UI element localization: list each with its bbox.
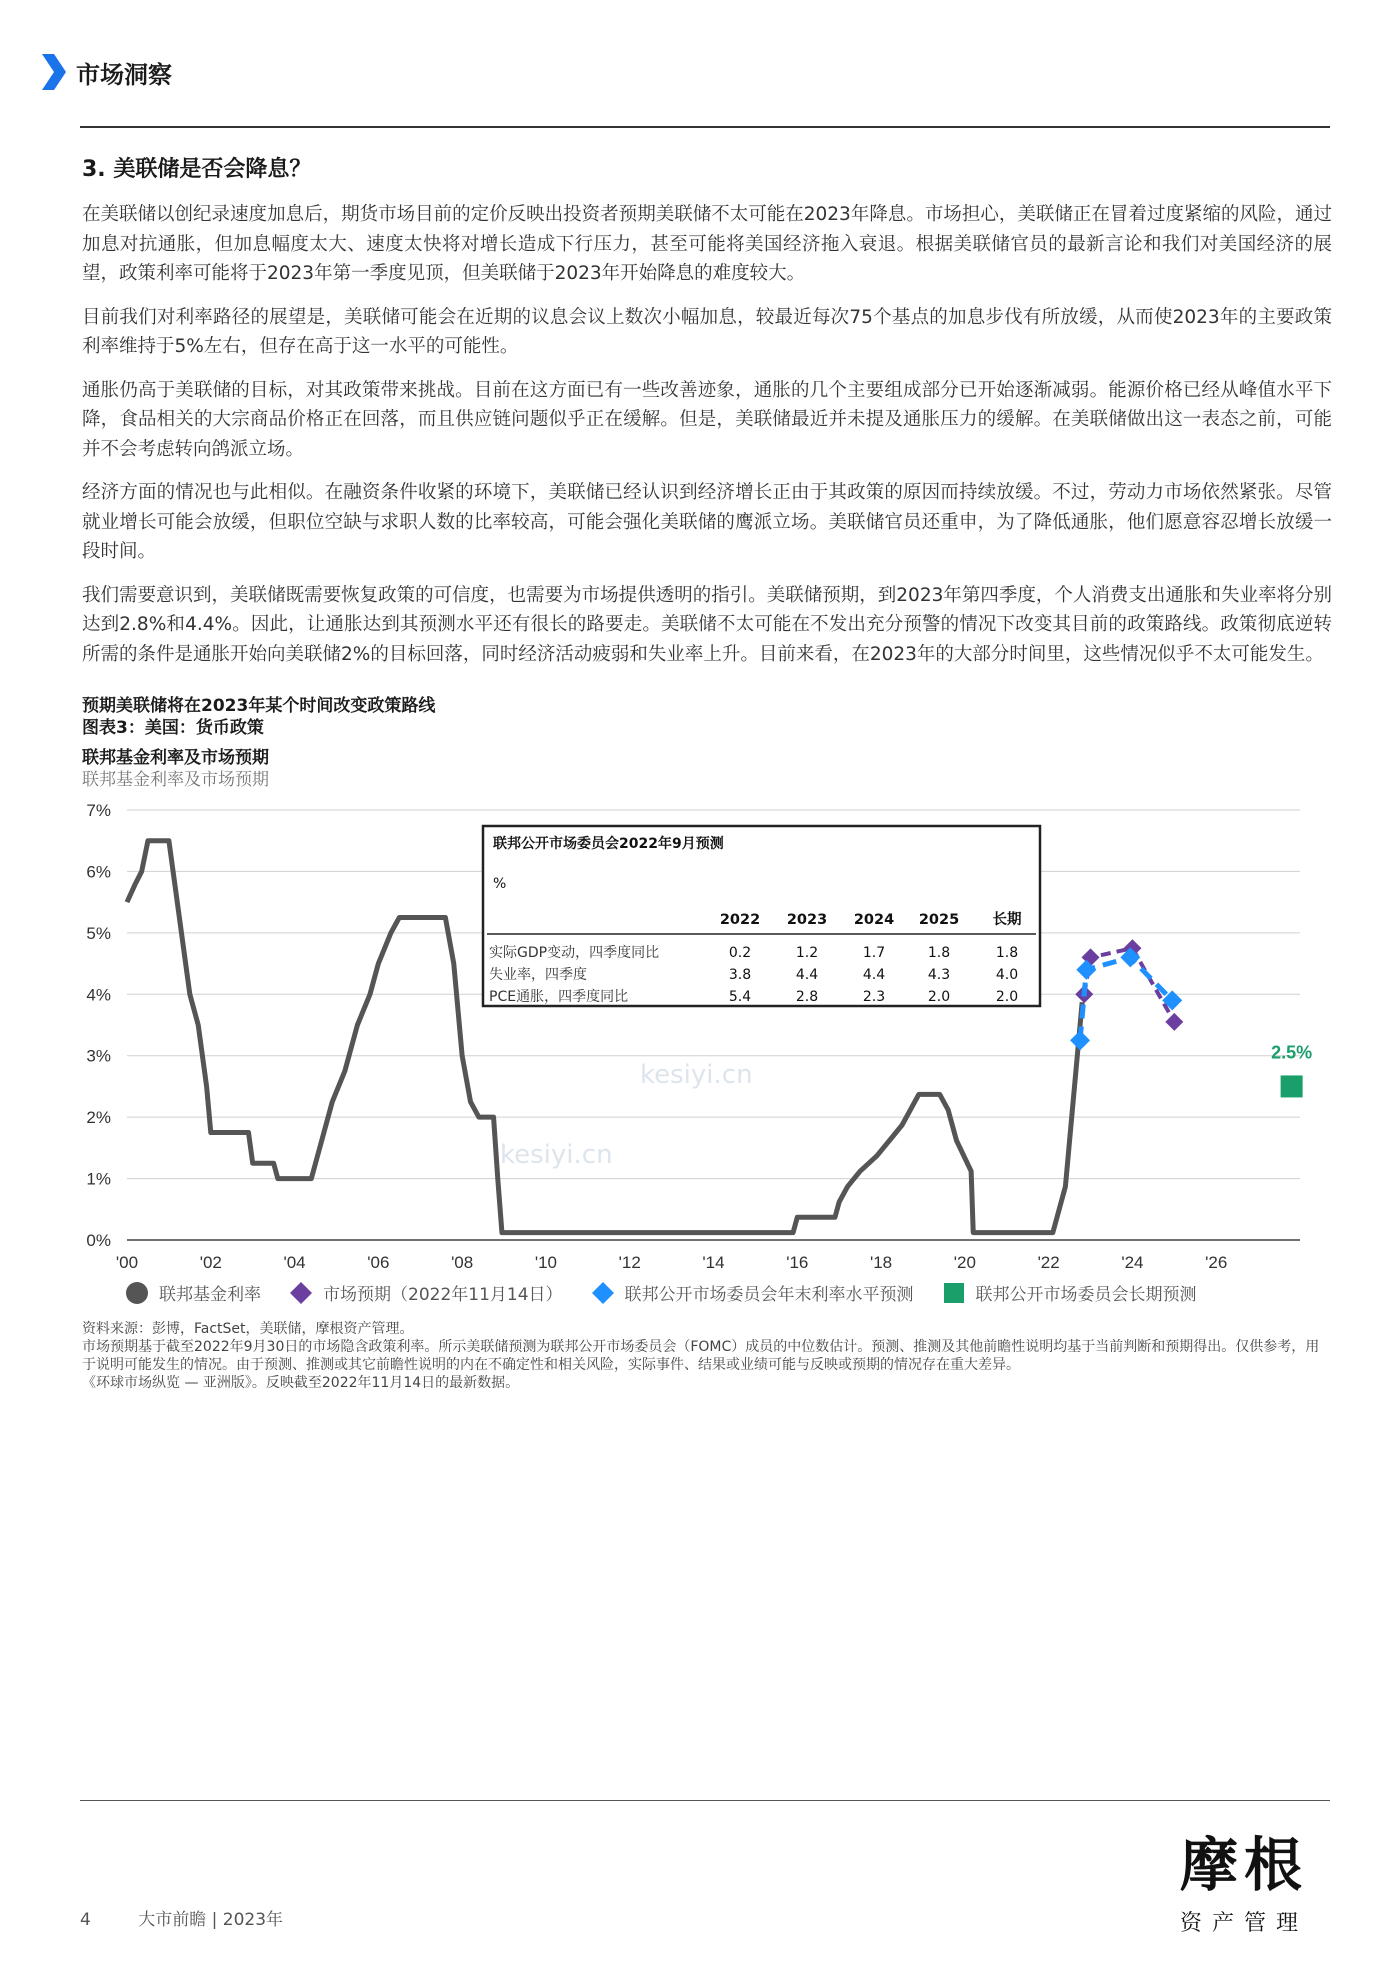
fomc-long-run-point <box>1281 1075 1303 1097</box>
inset-table-cell: 5.4 <box>728 989 752 1005</box>
x-tick-label: '10 <box>534 1253 558 1272</box>
inset-table-unit: % <box>493 876 507 892</box>
legend-item-fomc-year-end <box>591 1280 914 1305</box>
inset-table-cell: 2.8 <box>795 989 819 1005</box>
chart-subtitle-grey: 联邦基金利率及市场预期 <box>82 770 269 790</box>
inset-table-row-label: 失业率，四季度 <box>489 967 587 983</box>
inset-table-col-header: 2024 <box>853 912 895 928</box>
legend-label: 联邦公开市场委员会长期预测 <box>975 1285 1197 1305</box>
fomc-projection-point <box>1070 1030 1090 1050</box>
page-footer <box>80 1905 283 1930</box>
section-title: 3. 美联储是否会降息？ <box>82 157 312 182</box>
jpmorgan-logo <box>1180 1818 1308 1937</box>
inset-table-cell: 4.4 <box>862 967 886 983</box>
note-disclaimer: 市场预期基于截至2022年9月30日的市场隐含政策利率。所示美联储预测为联邦公开市场委员会（FOMC）成员的中位数估计。预测、推测及其他前瞻性说明均基于当前判断和预期得出。仅供参考，用于说明可能发生的情况。由于预测、推测或其它前瞻性说明的内在不确定性和相关风险，实际事件、结果或业绩可能与反映或预期的情况存在重大差异。 <box>82 1339 1320 1373</box>
inset-table-cell: 1.2 <box>795 945 819 961</box>
inset-table-row-label: 实际GDP变动，四季度同比 <box>489 945 660 961</box>
chart-subtitle: 联邦基金利率及市场预期 <box>82 748 269 768</box>
fomc-long-run-label: 2.5% <box>1271 1042 1313 1063</box>
x-tick-label: '22 <box>1037 1253 1060 1272</box>
logo-main: 摩根 <box>1180 1831 1309 1899</box>
inset-table-cell: 2.0 <box>927 989 951 1005</box>
x-tick-label: '26 <box>1205 1253 1228 1272</box>
inset-table-cell: 1.8 <box>995 945 1019 961</box>
inset-table-col-header: 2023 <box>786 912 828 928</box>
x-tick-label: '16 <box>786 1253 809 1272</box>
legend-label: 市场预期（2022年11月14日） <box>323 1285 563 1305</box>
watermark: kesiyi.cn <box>500 1140 613 1170</box>
inset-table-cell: 2.0 <box>995 989 1019 1005</box>
y-tick-label: 7% <box>86 801 111 820</box>
diamond-icon <box>591 1281 615 1305</box>
x-tick-label: '20 <box>953 1253 976 1272</box>
inset-table-col-header: 长期 <box>992 912 1022 928</box>
inset-table-title: 联邦公开市场委员会2022年9月预测 <box>493 836 724 852</box>
x-tick-label: '18 <box>869 1253 893 1272</box>
y-tick-label: 6% <box>86 862 111 882</box>
y-tick-label: 4% <box>86 985 111 1005</box>
note-source: 资料来源：彭博，FactSet，美联储，摩根资产管理。 <box>82 1321 414 1337</box>
diamond-icon <box>289 1281 313 1305</box>
paragraph: 通胀仍高于美联储的目标，对其政策带来挑战。目前在这方面已有一些改善迹象，通胀的几个主要组成部分已开始逐渐减弱。能源价格已经从峰值水平下降，食品相关的大宗商品价格正在回落，而且供应链问题似乎正在缓解。但是，美联储最近并未提及通胀压力的缓解。在美联储做出这一表态之前，可能并不会考虑转向鸽派立场。 <box>82 379 1332 460</box>
y-tick-label: 3% <box>86 1046 111 1066</box>
square-icon <box>942 1281 966 1305</box>
watermark: kesiyi.cn <box>640 1060 753 1090</box>
inset-table-cell: 3.8 <box>728 967 752 983</box>
chart-figure-label: 图表3：美国：货币政策 <box>82 718 264 738</box>
note-publication: 《环球市场纵览 — 亚洲版》。反映截至2022年11月14日的最新数据。 <box>82 1375 520 1391</box>
y-tick-label: 0% <box>86 1231 111 1250</box>
legend-item-fomc-long-run <box>942 1280 1197 1305</box>
chart-title: 预期美联储将在2023年某个时间改变政策路线 <box>82 696 436 716</box>
inset-table-cell: 2.3 <box>862 989 886 1005</box>
paragraph: 在美联储以创纪录速度加息后，期货市场目前的定价反映出投资者预期美联储不太可能在2023年降息。市场担心，美联储正在冒着过度紧缩的风险，通过加息对抗通胀，但加息幅度太大、速度太快将对增长造成下行压力，甚至可能将美国经济拖入衰退。根据美联储官员的最新言论和我们对美国经济的展望，政策利率可能将于2023年第一季度见顶，但美联储于2023年开始降息的难度较大。 <box>82 204 1332 284</box>
y-tick-label: 1% <box>86 1169 111 1189</box>
inset-table-cell: 4.3 <box>927 967 951 983</box>
market-expectation-point <box>1165 1013 1183 1031</box>
logo-sub: 资产管理 <box>1180 1911 1309 1936</box>
inset-table-cell: 4.4 <box>795 967 819 983</box>
legend-item-market <box>289 1280 563 1305</box>
legend-label: 联邦公开市场委员会年末利率水平预测 <box>624 1285 914 1305</box>
paragraph: 我们需要意识到，美联储既需要恢复政策的可信度，也需要为市场提供透明的指引。美联储预期，到2023年第四季度，个人消费支出通胀和失业率将分别达到2.8%和4.4%。因此，让通胀达到其预测水平还有很长的路要走。美联储不太可能在不发出充分预警的情况下改变其目前的政策路线。政策彻底逆转所需的条件是通胀开始向美联储2%的目标回落，同时经济活动疲弱和失业率上升。目前来看，在2023年的大部分时间里，这些情况似乎不太可能发生。 <box>82 584 1332 665</box>
x-tick-label: '08 <box>451 1253 474 1272</box>
inset-table-cell: 4.0 <box>995 967 1019 983</box>
chart-legend <box>125 1280 1225 1305</box>
y-tick-label: 2% <box>86 1108 111 1128</box>
footer-divider <box>80 1800 1330 1801</box>
paragraph: 目前我们对利率路径的展望是，美联储可能会在近期的议息会议上数次小幅加息，较最近每次75个基点的加息步伐有所放缓，从而使2023年的主要政策利率维持于5%左右，但存在高于这一水平的可能性。 <box>82 306 1332 357</box>
legend-item-fed-funds <box>125 1280 261 1305</box>
page-number: 4 <box>80 1910 91 1930</box>
inset-table-col-header: 2022 <box>719 912 761 928</box>
x-tick-label: '02 <box>199 1253 222 1272</box>
y-tick-label: 5% <box>86 923 111 943</box>
paragraph: 经济方面的情况也与此相似。在融资条件收紧的环境下，美联储已经认识到经济增长正由于其政策的原因而持续放缓。不过，劳动力市场依然紧张。尽管就业增长可能会放缓，但职位空缺与求职人数的比率较高，可能会强化美联储的鹰派立场。美联储官员还重申，为了降低通胀，他们愿意容忍增长放缓一段时间。 <box>82 482 1332 562</box>
inset-table-col-header: 2025 <box>918 912 960 928</box>
x-tick-label: '06 <box>367 1253 390 1272</box>
chart-notes <box>82 1320 1332 1392</box>
x-tick-label: '24 <box>1121 1253 1144 1272</box>
header-title: 市场洞察 <box>76 60 172 89</box>
inset-table-cell: 1.8 <box>927 945 951 961</box>
x-tick-label: '14 <box>702 1253 725 1272</box>
inset-table-cell: 1.7 <box>862 945 886 961</box>
x-tick-label: '00 <box>115 1253 139 1272</box>
legend-label: 联邦基金利率 <box>159 1285 261 1305</box>
circle-icon <box>125 1281 149 1305</box>
inset-table-cell: 0.2 <box>728 945 752 961</box>
x-tick-label: '04 <box>283 1253 306 1272</box>
x-tick-label: '12 <box>618 1253 641 1272</box>
footer-text: 大市前瞻 | 2023年 <box>138 1910 284 1930</box>
inset-table-row-label: PCE通胀，四季度同比 <box>489 989 629 1005</box>
